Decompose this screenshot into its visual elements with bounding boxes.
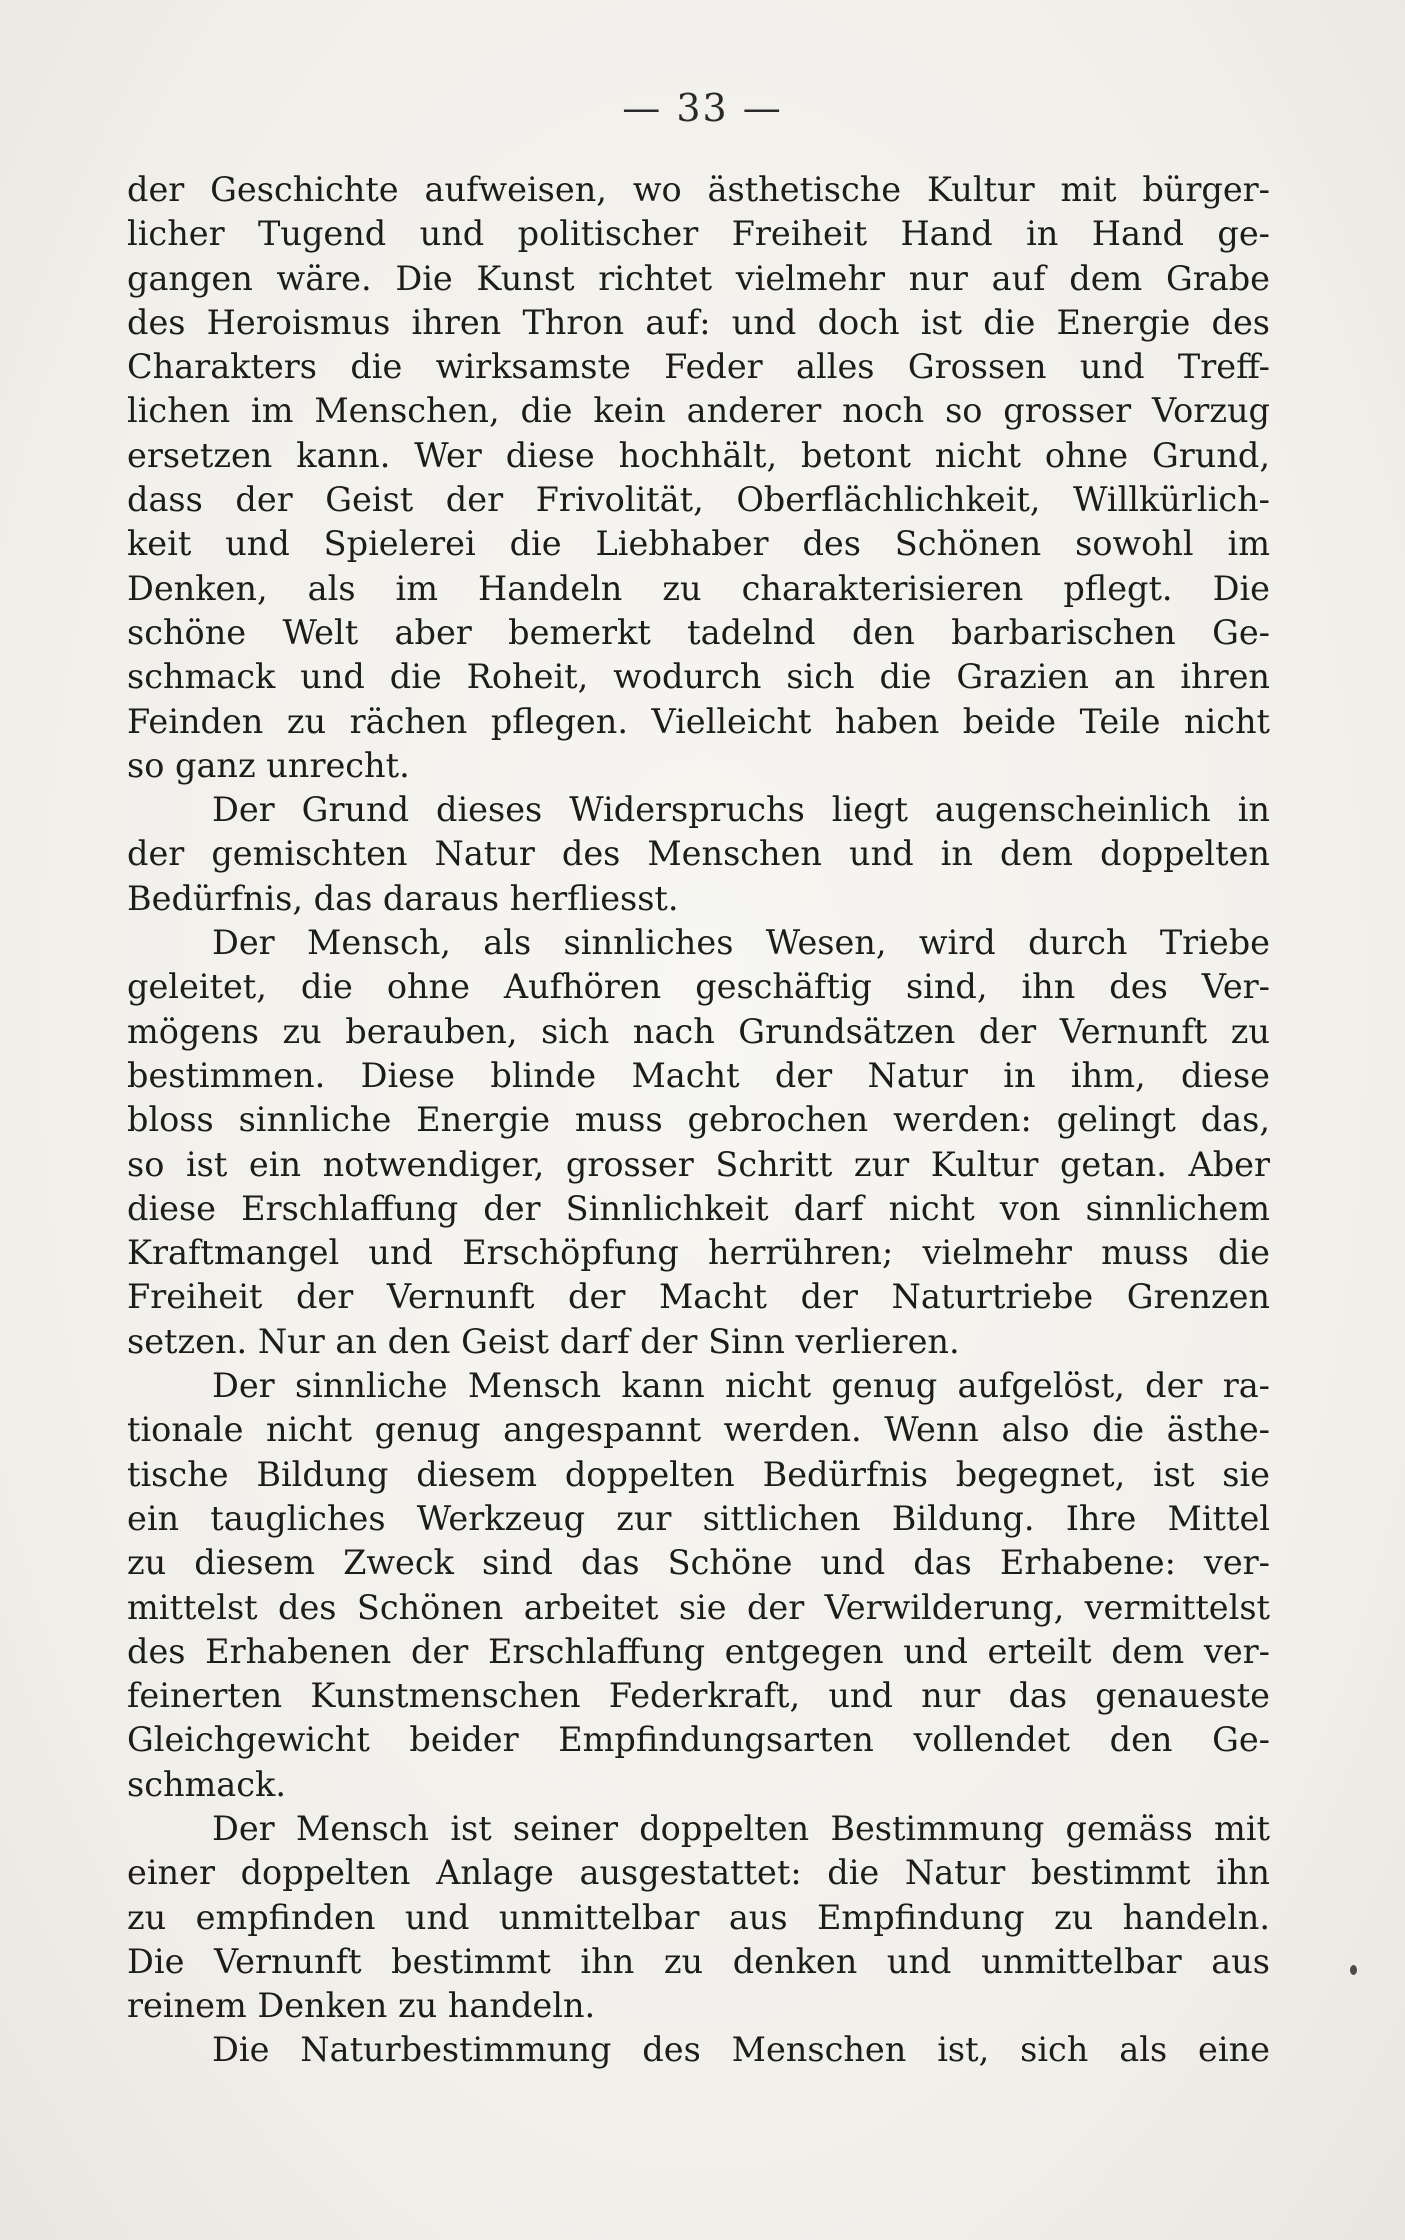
text-line: mittelst des Schönen arbeitet sie der Verwilderung, vermittelst — [127, 1587, 1270, 1627]
text-line: diese Erschlaffung der Sinnlichkeit darf nicht von sinnlichem — [127, 1188, 1270, 1228]
text-line: mögens zu berauben, sich nach Grundsätzen der Vernunft zu — [127, 1011, 1270, 1051]
text-line: einer doppelten Anlage ausgestattet: die Natur bestimmt ihn — [127, 1853, 1270, 1893]
text-line: schmack und die Roheit, wodurch sich die Grazien an ihren — [127, 657, 1270, 697]
text-line: Der Grund dieses Widerspruchs liegt augenscheinlich in — [212, 790, 1270, 830]
text-line: ein taugliches Werkzeug zur sittlichen Bildung. Ihre Mittel — [127, 1498, 1270, 1538]
text-line: Bedürfnis, das daraus herfliesst. — [127, 878, 679, 918]
text-line: ersetzen kann. Wer diese hochhält, betont nicht ohne Grund, — [127, 435, 1270, 475]
text-line: setzen. Nur an den Geist darf der Sinn verlieren. — [127, 1321, 960, 1361]
text-line: Kraftmangel und Erschöpfung herrühren; vielmehr muss die — [127, 1233, 1270, 1273]
text-line: Denken, als im Handeln zu charakterisieren pflegt. Die — [127, 568, 1270, 608]
text-line: Die Naturbestimmung des Menschen ist, sich als eine — [212, 2030, 1270, 2070]
text-line: keit und Spielerei die Liebhaber des Schönen sowohl im — [127, 524, 1270, 564]
text-line: Die Vernunft bestimmt ihn zu denken und unmittelbar aus — [127, 1941, 1270, 1981]
text-line: tische Bildung diesem doppelten Bedürfnis begegnet, ist sie — [127, 1454, 1270, 1494]
text-line: des Heroismus ihren Thron auf: und doch ist die Energie des — [127, 302, 1270, 342]
text-line: zu empfinden und unmittelbar aus Empfindung zu handeln. — [127, 1897, 1270, 1937]
text-line: schöne Welt aber bemerkt tadelnd den barbarischen Ge- — [127, 612, 1270, 652]
text-line: Gleichgewicht beider Empfindungsarten vollendet den Ge- — [127, 1720, 1270, 1760]
text-line: des Erhabenen der Erschlaffung entgegen und erteilt dem ver- — [127, 1631, 1270, 1671]
ink-speck — [1350, 1965, 1357, 1975]
text-line: Der Mensch ist seiner doppelten Bestimmung gemäss mit — [212, 1808, 1270, 1848]
text-line: bestimmen. Diese blinde Macht der Natur in ihm, diese — [127, 1055, 1270, 1095]
text-line: Freiheit der Vernunft der Macht der Naturtriebe Grenzen — [127, 1277, 1270, 1317]
text-line: zu diesem Zweck sind das Schöne und das Erhabene: ver- — [127, 1543, 1270, 1583]
text-line: Der sinnliche Mensch kann nicht genug aufgelöst, der ra- — [212, 1366, 1270, 1406]
text-line: so ist ein notwendiger, grosser Schritt zur Kultur getan. Aber — [127, 1144, 1270, 1184]
text-line: Der Mensch, als sinnliches Wesen, wird durch Triebe — [212, 923, 1270, 963]
text-line: der gemischten Natur des Menschen und in dem doppelten — [127, 834, 1270, 874]
text-line: Charakters die wirksamste Feder alles Grossen und Treff- — [127, 347, 1270, 387]
text-line: tionale nicht genug angespannt werden. Wenn also die ästhe- — [127, 1410, 1270, 1450]
text-line: licher Tugend und politischer Freiheit Hand in Hand ge- — [127, 214, 1270, 254]
text-line: der Geschichte aufweisen, wo ästhetische Kultur mit bürger- — [127, 170, 1270, 209]
text-line: Feinden zu rächen pflegen. Vielleicht haben beide Teile nicht — [127, 701, 1270, 741]
text-line: gangen wäre. Die Kunst richtet vielmehr nur auf dem Grabe — [127, 258, 1270, 298]
text-line: geleitet, die ohne Aufhören geschäftig sind, ihn des Ver- — [127, 967, 1270, 1007]
text-line: schmack. — [127, 1764, 286, 1804]
text-line: so ganz unrecht. — [127, 745, 410, 785]
body-text — [127, 168, 1270, 2073]
text-line: dass der Geist der Frivolität, Oberflächlichkeit, Willkürlich- — [127, 480, 1270, 520]
text-line: lichen im Menschen, die kein anderer noch so grosser Vorzug — [127, 391, 1270, 431]
page-number: — 33 — — [622, 86, 783, 130]
text-line: feinerten Kunstmenschen Federkraft, und nur das genaueste — [127, 1676, 1270, 1716]
text-line: bloss sinnliche Energie muss gebrochen werden: gelingt das, — [127, 1100, 1270, 1140]
text-line: reinem Denken zu handeln. — [127, 1986, 596, 2026]
